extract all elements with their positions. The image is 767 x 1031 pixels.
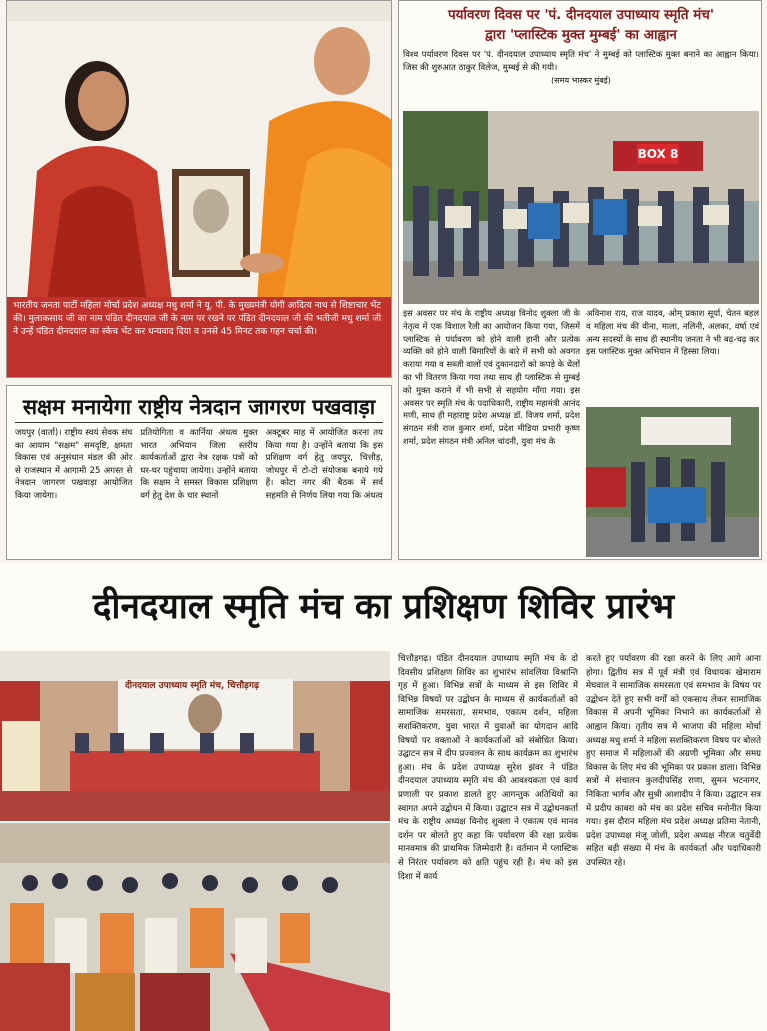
netradan-col-1: जयपुर (वार्ता)। राष्ट्रीय स्वयं सेवक संघ का आयाम "सक्षम" समदृष्टि, क्षमता विकास एवं अनुसंधान मंडल की ओर से राजस्थान में आगामी 25 अगस्त से नेत्रदान जागरण पखवाड़ा आयोजित किया जायेगा।: [15, 428, 133, 501]
plastic-headline-1: पर्यावरण दिवस पर 'पं. दीनदयाल उपाध्याय स्मृति मंच': [448, 7, 714, 23]
plastic-headline-2: द्वारा 'प्लास्टिक मुक्त मुम्बई' का आह्वान: [485, 27, 677, 43]
audience-photo: [0, 823, 390, 1031]
clipping-plastic: [398, 0, 762, 560]
stage-banner-text: दीनदयाल उपाध्याय स्मृति मंच, चित्तौड़गढ़: [125, 681, 260, 691]
rally-photo-2: [586, 407, 759, 557]
stage-photo: [0, 651, 390, 821]
plastic-col-right: अविनाश राय, राज यादव, ओम् प्रकाश सूर्या, चेतन बहल व महिला मंच की वीना, माला, नलिनी, अलका, वर्षा एवं अन्य सदस्यों के साथ ही स्थानीय जनता ने भी बढ़-चढ़ कर इस प्लास्टिक मुक्त अभियान में हिस्सा लिया।: [586, 308, 759, 357]
training-col-1: चित्तौड़गढ़। पंडित दीनदयाल उपाध्याय स्मृति मंच के दो दिवसीय प्रशिक्षण शिविर का शुभारंभ सांवलिया विश्रान्ति गृह में हुआ। विभिन्न सत्रों के माध्यम से इस शिविर में विभिन्न विषयों पर उद्बोधन के माध्यम से कार्यकर्ताओं को सामाजिक समरसता, समभाव, एकात्म दर्शन, महिला सशक्तिकरण, युवा भारत में युवाओं का योगदान आदि विषयों पर वक्ताओं ने कार्यकर्ताओं को संबोधित किया। उद्घाटन सत्र में दीप प्रज्वलन के साथ कार्यक्रम का शुभारंभ हुआ। मंच के प्रदेश उपाध्यक्ष सुरेश झंवर ने पंडित दीनदयाल उपाध्याय स्मृति मंच की आवश्यकता एवं कार्य प्रणाली पर प्रकाश डालते हुए आगन्तुक अतिथियों का स्वागत अपने उद्बोधन में किया। उद्घाटन सत्र में उद्बोधनकर्ता मंच के राष्ट्रीय अध्यक्ष विनोद शुक्ला ने एकात्म एवं मानव दर्शन पर बोलते हुए कहा कि पर्यावरण की रक्षा प्रत्येक मानवमात्र की प्राथमिक जिम्मेदारी है। वर्तमान में प्लास्टिक से निरंतर पर्यावरण को क्षति पहुंच रही है। मंच को इस दिशा में कार्य: [398, 654, 578, 882]
plastic-intro: विश्व पर्यावरण दिवस पर 'पं. दीनदयाल उपाध्याय स्मृति मंच' ने मुम्बई को प्लास्टिक मुक्त बनाने का आह्वान किया। जिस की शुरुआत ठाकुर विलेज, मुम्बई से की गयी।: [403, 50, 759, 73]
clipping-meeting: [6, 0, 392, 378]
plastic-col-left: इस अवसर पर मंच के राष्ट्रीय अध्यक्ष विनोद शुक्ला जी के नेतृत्व में एक विशाल रैली का आयोजन किया गया, जिसमें प्लास्टिक से पर्यावरण को होने वाली हानी और प्रत्येक व्यक्ति को होने वाली बिमारियों के बारे में सभी को अवगत कराया गया व सब्जी वालों एवं दुकानदारों को कपड़े के थैलों का भी वितरण किया गया तथा साथ ही प्लास्टिक से मुम्बई को मुक्त कराने में भी सभी से सहयोग माँगा गया। इस अवसर पर स्मृति मंच के पदाधिकारी, राष्ट्रीय महामंत्री आनंद मणी, साथ ही महाराष्ट्र प्रदेश अध्यक्ष डॉ. विजय शर्मा, प्रदेश संगठन मंत्री राज कुमार शर्मा, प्रदेश मीडिया प्रभारी कृष्ण शर्मा, प्रदेश संगठन मंत्री अनिल चांदनी, युवा मंच के: [403, 308, 580, 446]
netradan-col-3: अक्टूबर माह में आयोजित करना तय किया गया है। उन्होंने बताया कि इस प्रशिक्षण वर्ग हेतु जयपुर, चित्तौड़, जोधपुर में टो-टो संयोजक बनाये गये हैं। कोटा नगर की बैठक में सर्व सहमति से निर्णय लिया गया कि अंधत्व: [265, 428, 383, 501]
clipping-training: [0, 563, 767, 1031]
training-col-2: करते हुए पर्यावरण की रक्षा करने के लिए आगे आना होगा। द्वितीय सत्र में पूर्व मंत्री एवं विधायक खेमाराम मेघवाल ने सामाजिक समरसता एवं समभाव के विषय पर उद्बोधन देते हुए सभी वर्गों को एकसाथ लेकर सामाजिक विकास में अपनी भूमिका निभाने का कार्यकर्ताओं से आह्वान किया। तृतीय सत्र में भाजपा की महिला मोर्चा अध्यक्ष मधु शर्मा ने महिला सशक्तिकरण विषय पर बोलते हुए समाज में महिलाओं की अग्रणी भूमिका और समग्र विकास के लिए मंच की भूमिका पर प्रकाश डाला। विभिन्न सत्रों में संचालन कुलदीपसिंह राणा, सुमन भटनागर, निकिता भार्गव और सुश्री आशादीप ने किया। उद्घाटन सत्र में प्रदीप काबरा को मंच का प्रदेश सचिव मनोनीत किया गया। इस दौरान महिला मंच प्रदेश अध्यक्ष प्रतिमा नेतानी, प्रदेश उपाध्यक्ष मंजू जोशी, प्रदेश अध्यक्ष नीरज चतुर्वेदी सहित बड़ी संख्या में मंच के कार्यकर्ता और पदाधिकारी उपस्थित रहे।: [586, 654, 761, 868]
netradan-col-2: प्रतियोगिता व कार्निया अंधत्व मुक्त भारत अभियान जिला स्तरीय कार्यकर्ताओं द्वारा नेत्र रक्षक पत्रों को घर-घर पहुंचाया जायेगा। उन्होंने बताया कि सक्षम ने समस्त विकास प्रशिक्षण वर्ग हेतु देश के चार स्थानों: [140, 428, 258, 501]
training-headline: दीनदयाल स्मृति मंच का प्रशिक्षण शिविर प्रारंभ: [92, 586, 675, 627]
shop-sign: BOX 8: [637, 144, 679, 164]
plastic-source: (समय भास्कर मुंबई): [551, 76, 611, 85]
meeting-caption: भारतीय जनता पार्टी महिला मोर्चा प्रदेश अध्यक्ष मधु शर्मा ने यू. पी. के मुख्यमंत्री योगी आदित्य नाथ से शिष्टाचार भेंट की। मुलाकसाय जी का नाम पंडित दीनदयाल जी के नाम पर रखने पर पंडित दीनदयाल जी की भतीजी मधु शर्मा जी ने उन्हें पंडित दीनदयाल का स्केच भेंट कर धन्यवाद दिया व उनसे 45 मिनट तक गहन चर्चा की।: [13, 301, 382, 337]
clipping-netradan: [6, 385, 392, 560]
meeting-caption-box: [7, 297, 392, 377]
meeting-photo: [7, 1, 392, 301]
netradan-headline: सक्षम मनायेगा राष्ट्रीय नेत्रदान जागरण पखवाड़ा: [15, 392, 383, 423]
rally-photo: [403, 111, 759, 304]
